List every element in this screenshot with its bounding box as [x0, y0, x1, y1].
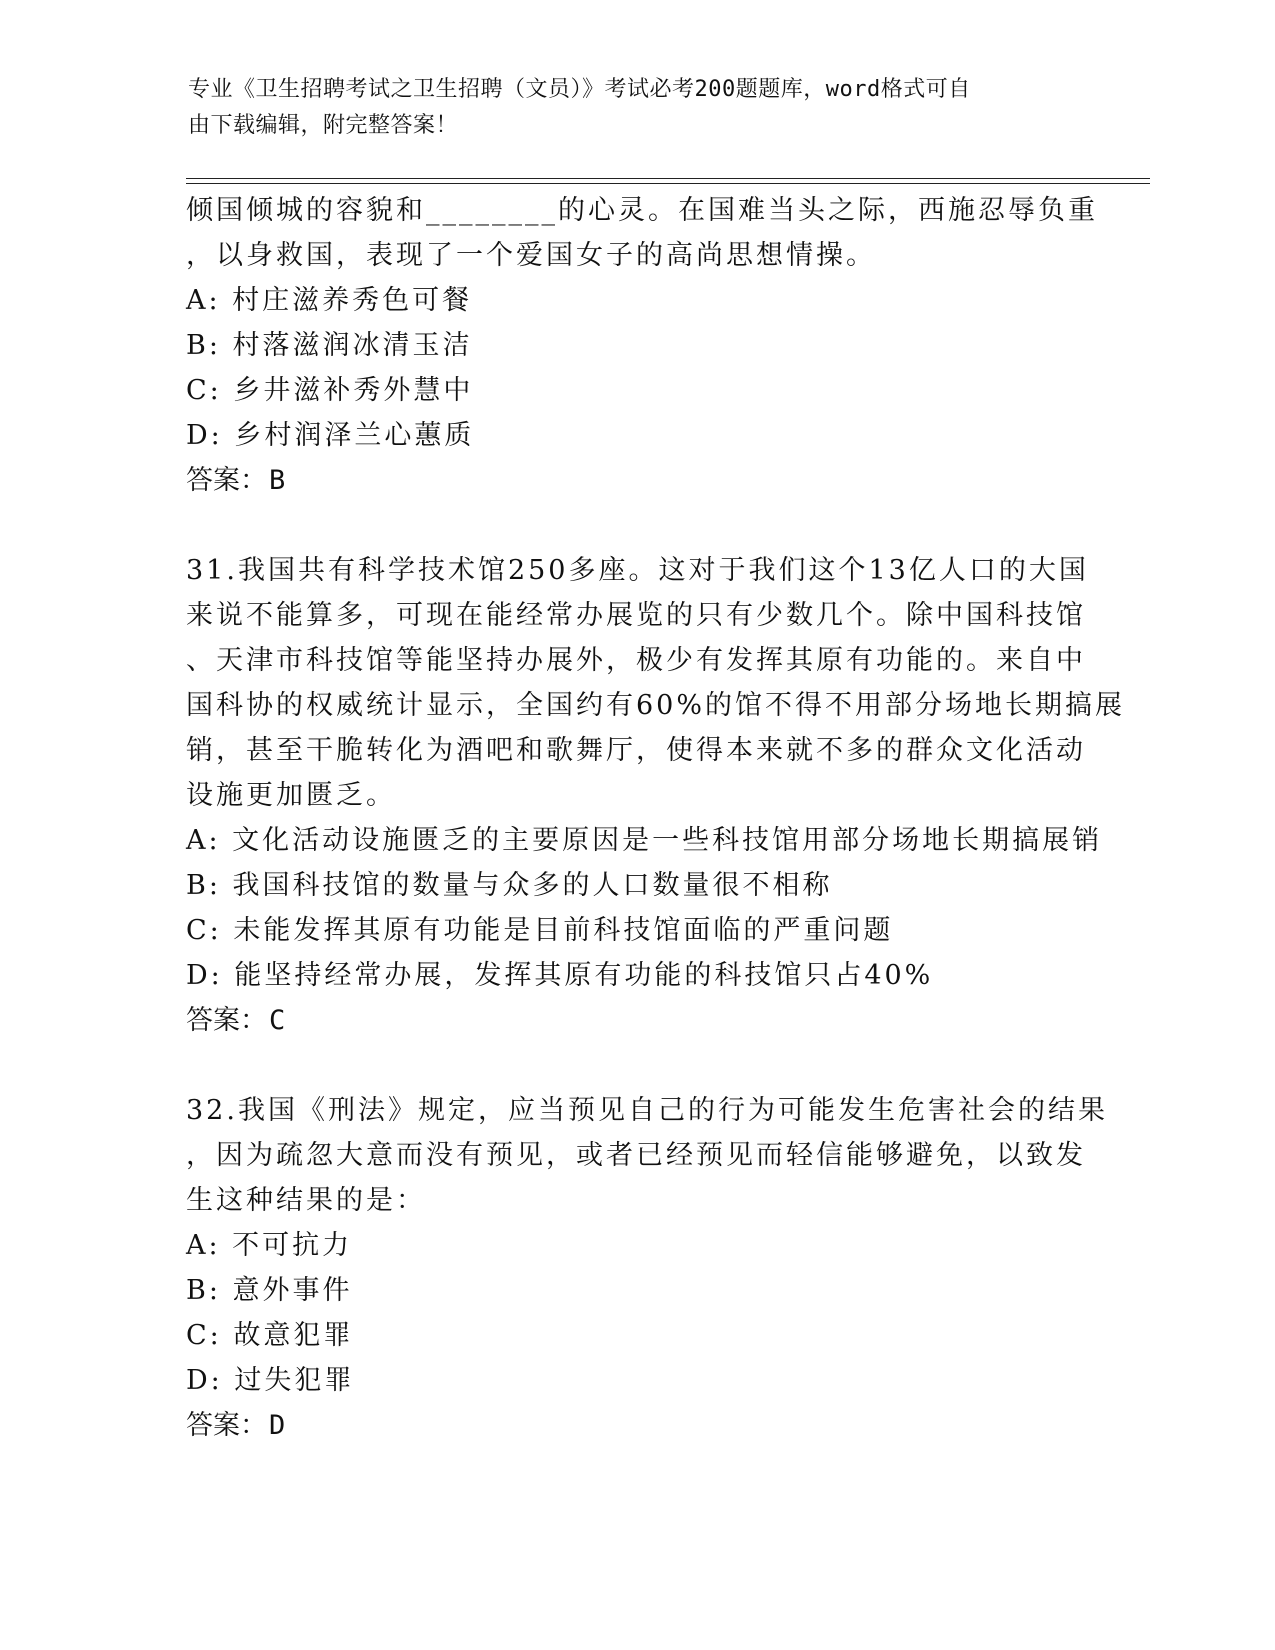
question-text-line: 、天津市科技馆等能坚持办展外，极少有发挥其原有功能的。来自中: [186, 645, 1086, 676]
question-text-line: 销，甚至干脆转化为酒吧和歌舞厅，使得本来就不多的群众文化活动: [186, 735, 1086, 766]
question-32: [186, 1088, 1108, 1448]
option-c: C: 未能发挥其原有功能是目前科技馆面临的严重问题: [186, 915, 894, 946]
option-d: D: 能坚持经常办展，发挥其原有功能的科技馆只占40%: [186, 960, 934, 991]
header-line-2: 由下载编辑，附完整答案！: [188, 113, 459, 138]
option-c: C: 故意犯罪: [186, 1320, 354, 1351]
option-a: A: 村庄滋养秀色可餐: [186, 285, 473, 316]
question-30: [186, 188, 1098, 503]
document-header: [188, 72, 1068, 144]
answer: [186, 998, 1086, 1043]
question-text-line: ，以身救国，表现了一个爱国女子的高尚思想情操。: [186, 240, 876, 271]
option-d: D: 乡村润泽兰心蕙质: [186, 420, 475, 451]
question-text-line: 31.我国共有科学技术馆250多座。这对于我们这个13亿人口的大国: [186, 555, 1089, 586]
question-text-line: 32.我国《刑法》规定，应当预见自己的行为可能发生危害社会的结果: [186, 1095, 1108, 1126]
question-list: [186, 188, 1126, 1448]
question-31: [186, 548, 1126, 1043]
answer-value: B: [269, 465, 286, 496]
header-divider-top: [186, 178, 1150, 179]
question-text-line: ，因为疏忽大意而没有预见，或者已经预见而轻信能够避免，以致发: [186, 1140, 1086, 1171]
answer-label: 答案：: [186, 1410, 267, 1441]
answer: [186, 1403, 1086, 1448]
option-a: A: 不可抗力: [186, 1230, 353, 1261]
option-b: B: 村落滋润冰清玉洁: [186, 330, 473, 361]
option-b: B: 我国科技馆的数量与众多的人口数量很不相称: [186, 870, 833, 901]
option-d: D: 过失犯罪: [186, 1365, 355, 1396]
question-text-line: 生这种结果的是：: [186, 1185, 426, 1216]
option-b: B: 意外事件: [186, 1275, 353, 1306]
answer-label: 答案：: [186, 1005, 267, 1036]
answer-value: C: [269, 1005, 286, 1036]
question-text-line: 设施更加匮乏。: [186, 780, 396, 811]
question-text-line: 国科协的权威统计显示，全国约有60%的馆不得不用部分场地长期搞展: [186, 690, 1126, 721]
question-text-line: 来说不能算多，可现在能经常办展览的只有少数几个。除中国科技馆: [186, 600, 1086, 631]
option-c: C: 乡井滋补秀外慧中: [186, 375, 474, 406]
header-line-1: 专业《卫生招聘考试之卫生招聘（文员）》考试必考200题题库，word格式可自: [188, 77, 971, 102]
answer-value: D: [269, 1410, 286, 1441]
answer-label: 答案：: [186, 465, 267, 496]
answer: [186, 458, 1086, 503]
header-divider-bottom: [186, 183, 1150, 184]
option-a: A: 文化活动设施匮乏的主要原因是一些科技馆用部分场地长期搞展销: [186, 825, 1103, 856]
question-text-line: 倾国倾城的容貌和________的心灵。在国难当头之际，西施忍辱负重: [186, 195, 1098, 226]
